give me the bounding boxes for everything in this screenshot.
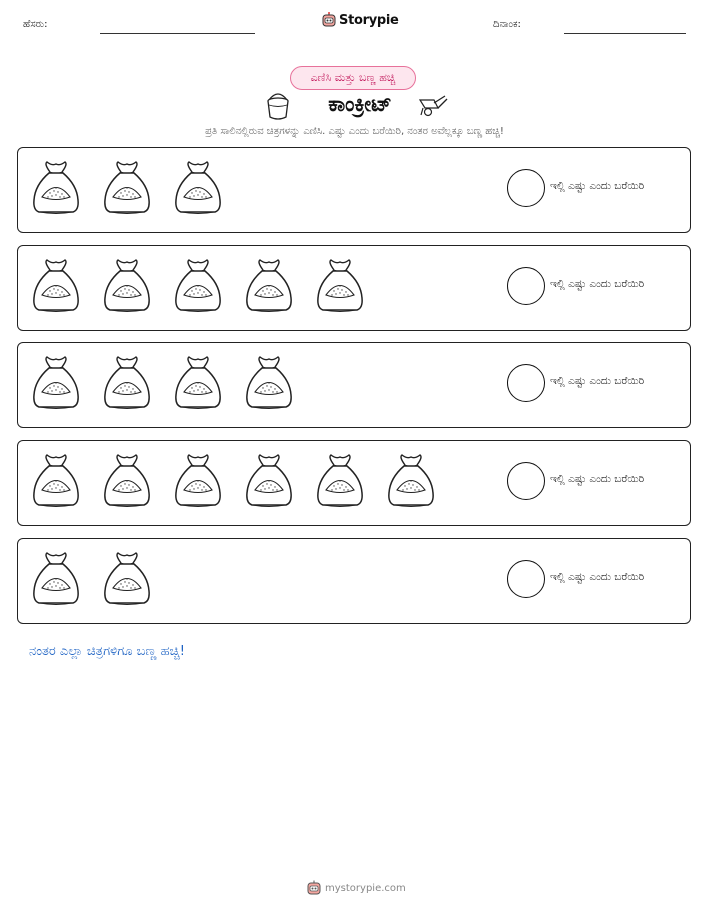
cement-bag-icon[interactable] <box>30 258 82 320</box>
answer-prompt: ಇಲ್ಲಿ ಎಷ್ಟು ಎಂದು ಬರೆಯಿರಿ <box>550 571 645 583</box>
instructions: ಪ್ರತಿ ಸಾಲಿನಲ್ಲಿರುವ ಚಿತ್ರಗಳನ್ನು ಎಣಿಸಿ. ಎಷ್ಟು ಎಂದು ಬರೆಯಿರಿ, ನಂತರ ಅವೆಲ್ಲಕ್ಕೂ ಬಣ್ಣ ಹಚ್ಚಿ! <box>205 126 504 137</box>
title-row <box>0 91 709 123</box>
robot-mascot-icon <box>307 880 321 896</box>
cement-bag-icon[interactable] <box>101 453 153 515</box>
cement-bag-icon[interactable] <box>172 160 224 222</box>
answer-circle[interactable] <box>507 364 545 402</box>
wheelbarrow-icon <box>417 94 449 118</box>
cement-bag-icon[interactable] <box>101 258 153 320</box>
cement-bag-icon[interactable] <box>243 258 295 320</box>
answer-circle[interactable] <box>507 560 545 598</box>
cement-bag-icon[interactable] <box>172 453 224 515</box>
answer-circle[interactable] <box>507 169 545 207</box>
cement-bag-icon[interactable] <box>101 160 153 222</box>
cement-bag-icon[interactable] <box>30 355 82 417</box>
name-line[interactable] <box>100 33 255 34</box>
name-label: ಹೆಸರು: <box>23 19 48 30</box>
counting-row <box>17 440 691 526</box>
date-label: ದಿನಾಂಕ: <box>493 19 521 30</box>
cement-bag-icon[interactable] <box>243 355 295 417</box>
closing-note: ನಂತರ ಎಲ್ಲಾ ಚಿತ್ರಗಳಿಗೂ ಬಣ್ಣ ಹಚ್ಚಿ! <box>29 644 185 659</box>
footer-brand <box>307 880 406 896</box>
brand-logo <box>322 12 399 28</box>
counting-row <box>17 538 691 624</box>
answer-prompt: ಇಲ್ಲಿ ಎಷ್ಟು ಎಂದು ಬರೆಯಿರಿ <box>550 473 645 485</box>
date-line[interactable] <box>564 33 686 34</box>
paint-bucket-icon <box>264 91 292 121</box>
cement-bag-icon[interactable] <box>30 160 82 222</box>
cement-bag-icon[interactable] <box>314 453 366 515</box>
answer-prompt: ಇಲ್ಲಿ ಎಷ್ಟು ಎಂದು ಬರೆಯಿರಿ <box>550 375 645 387</box>
answer-prompt: ಇಲ್ಲಿ ಎಷ್ಟು ಎಂದು ಬರೆಯಿರಿ <box>550 278 645 290</box>
robot-mascot-icon <box>322 12 336 28</box>
page-title: ಕಾಂಕ್ರೀಟ್ <box>328 92 392 116</box>
counting-row <box>17 342 691 428</box>
answer-circle[interactable] <box>507 267 545 305</box>
footer-site: mystorypie.com <box>325 882 406 894</box>
counting-row <box>17 147 691 233</box>
cement-bag-icon[interactable] <box>314 258 366 320</box>
cement-bag-icon[interactable] <box>101 551 153 613</box>
cement-bag-icon[interactable] <box>30 453 82 515</box>
activity-badge: ಎಣಿಸಿ ಮತ್ತು ಬಣ್ಣ ಹಚ್ಚಿ <box>290 66 416 90</box>
cement-bag-icon[interactable] <box>101 355 153 417</box>
cement-bag-icon[interactable] <box>172 355 224 417</box>
cement-bag-icon[interactable] <box>243 453 295 515</box>
cement-bag-icon[interactable] <box>385 453 437 515</box>
cement-bag-icon[interactable] <box>172 258 224 320</box>
answer-circle[interactable] <box>507 462 545 500</box>
cement-bag-icon[interactable] <box>30 551 82 613</box>
brand-name: Storypie <box>339 12 399 28</box>
counting-row <box>17 245 691 331</box>
answer-prompt: ಇಲ್ಲಿ ಎಷ್ಟು ಎಂದು ಬರೆಯಿರಿ <box>550 180 645 192</box>
